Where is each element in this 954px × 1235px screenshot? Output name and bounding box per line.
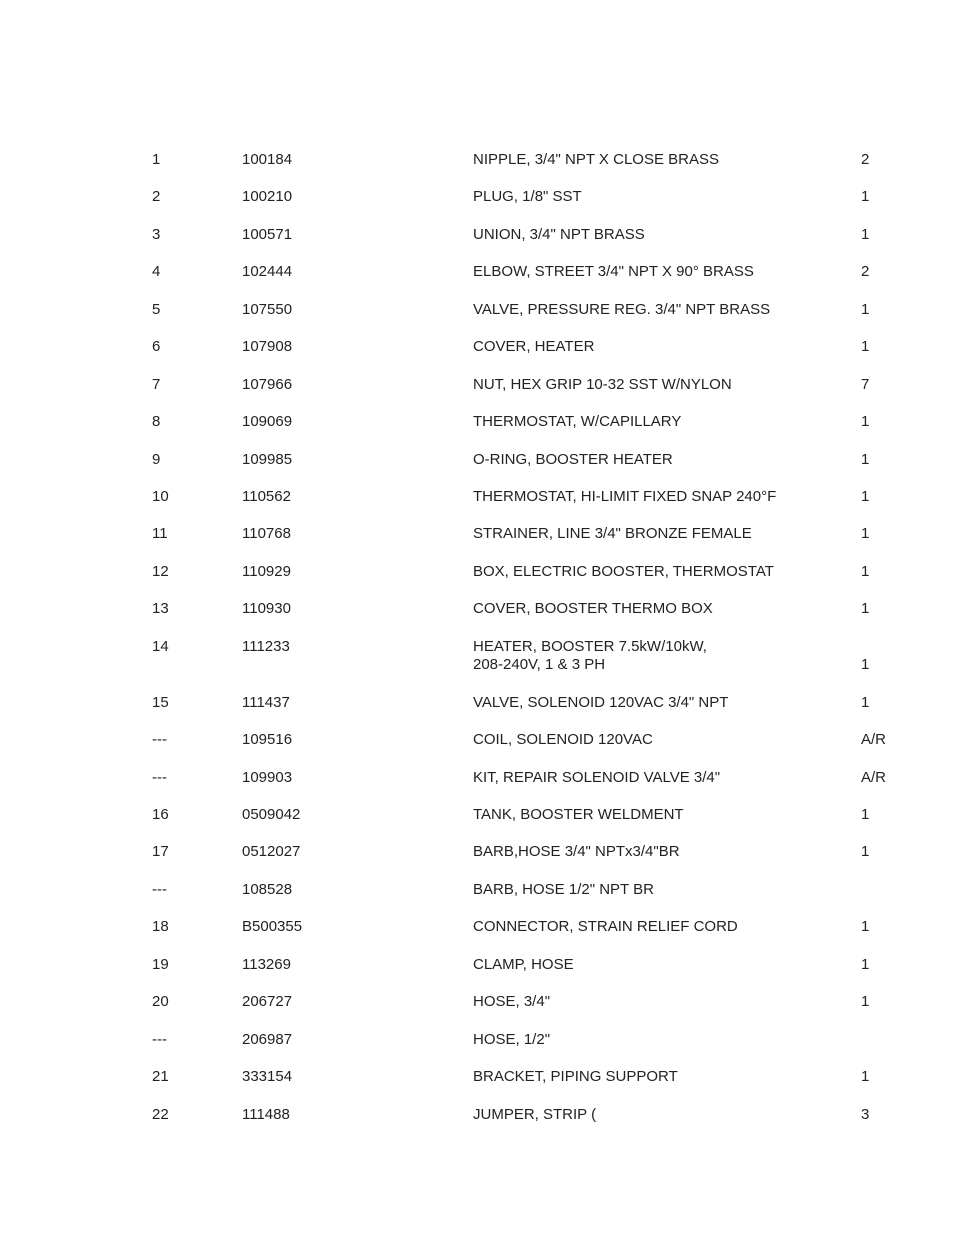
item-number: 20: [152, 993, 169, 1011]
table-row: [0, 685, 954, 722]
quantity: 1: [861, 655, 870, 673]
part-description: [473, 563, 774, 581]
description-line: VALVE, SOLENOID 120VAC 3/4" NPT: [473, 693, 729, 711]
description-line: CLAMP, HOSE: [473, 955, 574, 973]
table-row: [0, 591, 954, 628]
quantity: 2: [861, 263, 870, 281]
part-number: 333154: [242, 1068, 293, 1086]
description-line: COVER, HEATER: [473, 338, 595, 356]
item-number: 1: [152, 151, 161, 168]
description-line: PLUG, 1/8" SST: [473, 188, 582, 206]
description-line: BARB,HOSE 3/4" NPTx3/4"BR: [473, 843, 680, 861]
item-number: 17: [152, 843, 169, 861]
description-line: VALVE, PRESSURE REG. 3/4" NPT BRASS: [473, 300, 771, 318]
part-description: [473, 694, 728, 712]
description-line: KIT, REPAIR SOLENOID VALVE 3/4": [473, 768, 721, 786]
quantity: 1: [861, 806, 870, 823]
table-row: [0, 984, 954, 1021]
quantity: 1: [861, 225, 870, 243]
item-number: 14: [152, 637, 169, 655]
quantity: 1: [861, 487, 870, 505]
description-line: HEATER, BOOSTER 7.5kW/10kW,: [473, 637, 707, 655]
quantity: 3: [861, 1105, 870, 1123]
table-row: [0, 1022, 954, 1059]
description-line: HOSE, 3/4": [473, 993, 551, 1011]
part-description: [473, 956, 574, 974]
part-description: [473, 881, 654, 899]
table-row: [0, 142, 954, 179]
table-row: [0, 217, 954, 254]
part-description: [473, 1106, 596, 1124]
description-line: JUMPER, STRIP (: [473, 1105, 597, 1123]
table-row: [0, 1097, 954, 1134]
parts-list-table: [0, 142, 954, 1134]
quantity: A/R: [861, 768, 887, 786]
part-description: [473, 600, 713, 618]
part-description: [473, 638, 707, 674]
part-description: [473, 451, 673, 469]
part-number: 107966: [242, 375, 293, 393]
table-row: [0, 329, 954, 366]
item-number: 6: [152, 338, 161, 356]
part-number: 100184: [242, 151, 293, 168]
description-line: BRACKET, PIPING SUPPORT: [473, 1068, 678, 1086]
item-number: 16: [152, 806, 169, 823]
description-line: THERMOSTAT, HI-LIMIT FIXED SNAP 240°F: [473, 487, 777, 505]
quantity: 1: [861, 450, 870, 468]
table-row: [0, 404, 954, 441]
part-description: [473, 525, 752, 543]
part-description: [473, 188, 582, 206]
item-number: 8: [152, 413, 161, 431]
part-description: [473, 376, 732, 394]
part-description: [473, 413, 681, 431]
item-number: 5: [152, 300, 161, 318]
description-line: COIL, SOLENOID 120VAC: [473, 731, 653, 749]
table-row: [0, 797, 954, 834]
item-number: 10: [152, 487, 169, 505]
part-description: [473, 151, 719, 169]
item-number: 11: [152, 525, 168, 543]
part-number: 111488: [242, 1105, 290, 1123]
part-number: 109903: [242, 768, 293, 786]
quantity: 1: [861, 338, 870, 356]
part-number: 107908: [242, 338, 293, 356]
table-row: [0, 760, 954, 797]
description-line: O-RING, BOOSTER HEATER: [473, 450, 673, 468]
item-number: 18: [152, 918, 169, 936]
part-description: [473, 301, 770, 319]
part-number: 100210: [242, 188, 293, 206]
quantity: 1: [861, 843, 870, 861]
quantity: 2: [861, 151, 870, 168]
part-description: [473, 488, 776, 506]
table-row: [0, 179, 954, 216]
quantity: 1: [861, 413, 870, 431]
part-number: 109069: [242, 413, 293, 431]
part-number: 0509042: [242, 806, 301, 823]
part-description: [473, 731, 653, 749]
quantity: 1: [861, 955, 870, 973]
part-number: 206727: [242, 993, 293, 1011]
description-line: NIPPLE, 3/4" NPT X CLOSE BRASS: [473, 151, 719, 168]
quantity: 1: [861, 300, 870, 318]
part-number: 109985: [242, 450, 293, 468]
part-description: [473, 1031, 550, 1049]
part-number: 102444: [242, 263, 293, 281]
description-line: BOX, ELECTRIC BOOSTER, THERMOSTAT: [473, 562, 774, 580]
part-description: [473, 806, 684, 824]
part-number: 107550: [242, 300, 293, 318]
part-description: [473, 769, 720, 787]
part-number: 110768: [242, 525, 291, 543]
quantity: 1: [861, 188, 870, 206]
table-row: [0, 442, 954, 479]
description-line: ELBOW, STREET 3/4" NPT X 90° BRASS: [473, 263, 754, 281]
part-number: 100571: [242, 225, 293, 243]
part-description: [473, 1068, 678, 1086]
item-number: 3: [152, 225, 161, 243]
quantity: 1: [861, 918, 870, 936]
table-row: [0, 292, 954, 329]
table-row: [0, 872, 954, 909]
quantity: 1: [861, 1068, 870, 1086]
description-line: TANK, BOOSTER WELDMENT: [473, 806, 684, 823]
description-line: STRAINER, LINE 3/4" BRONZE FEMALE: [473, 525, 752, 543]
description-line: THERMOSTAT, W/CAPILLARY: [473, 413, 682, 431]
table-row: [0, 629, 954, 685]
table-row: [0, 834, 954, 871]
table-row: [0, 479, 954, 516]
item-number: 22: [152, 1105, 169, 1123]
quantity: A/R: [861, 731, 887, 749]
part-number: B500355: [242, 918, 303, 936]
table-row: [0, 367, 954, 404]
table-row: [0, 909, 954, 946]
quantity: 1: [861, 525, 870, 543]
item-number: 9: [152, 450, 161, 468]
table-row: [0, 554, 954, 591]
part-description: [473, 993, 550, 1011]
part-number: 206987: [242, 1030, 293, 1048]
item-number: ---: [152, 880, 167, 898]
item-number: ---: [152, 1030, 167, 1048]
item-number: 19: [152, 955, 169, 973]
description-line: CONNECTOR, STRAIN RELIEF CORD: [473, 918, 738, 936]
item-number: 13: [152, 600, 169, 618]
item-number: 4: [152, 263, 161, 281]
item-number: 12: [152, 562, 169, 580]
item-number: 21: [152, 1068, 169, 1086]
table-row: [0, 254, 954, 291]
part-number: 108528: [242, 880, 293, 898]
part-description: [473, 843, 680, 861]
quantity: 7: [861, 375, 870, 393]
table-row: [0, 722, 954, 759]
description-line: HOSE, 1/2": [473, 1030, 551, 1048]
description-line: COVER, BOOSTER THERMO BOX: [473, 600, 713, 618]
part-description: [473, 263, 754, 281]
table-row: [0, 1059, 954, 1096]
item-number: 7: [152, 375, 161, 393]
part-number: 113269: [242, 955, 291, 973]
description-line: 208-240V, 1 & 3 PH: [473, 655, 606, 673]
quantity: 1: [861, 693, 870, 711]
part-number: 110930: [242, 600, 291, 618]
item-number: 15: [152, 693, 169, 711]
part-description: [473, 338, 594, 356]
part-number: 111233: [242, 637, 290, 655]
quantity: 1: [861, 600, 870, 618]
part-number: 110562: [242, 487, 291, 505]
item-number: 2: [152, 188, 161, 206]
part-number: 110929: [242, 562, 291, 580]
part-description: [473, 226, 645, 244]
item-number: ---: [152, 768, 167, 786]
description-line: UNION, 3/4" NPT BRASS: [473, 225, 645, 243]
table-row: [0, 947, 954, 984]
quantity: 1: [861, 562, 870, 580]
part-number: 109516: [242, 731, 293, 749]
description-line: BARB, HOSE 1/2" NPT BR: [473, 880, 654, 898]
part-number: 0512027: [242, 843, 301, 861]
description-line: NUT, HEX GRIP 10-32 SST W/NYLON: [473, 375, 732, 393]
table-row: [0, 516, 954, 553]
quantity: 1: [861, 993, 870, 1011]
part-number: 111437: [242, 693, 290, 711]
item-number: ---: [152, 731, 167, 749]
part-description: [473, 918, 738, 936]
